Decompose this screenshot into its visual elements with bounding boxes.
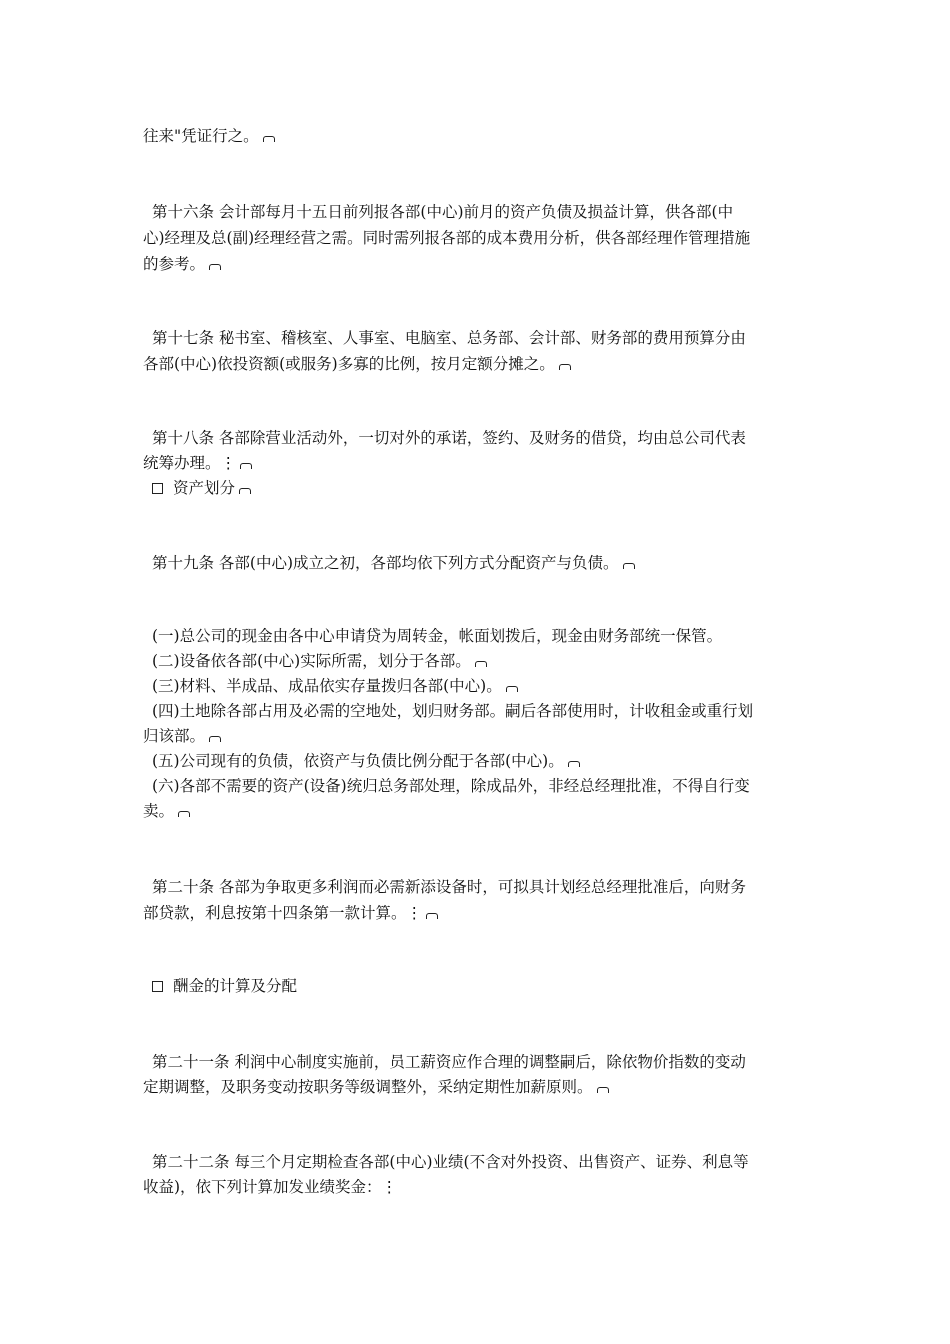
paragraph-mark-icon <box>240 463 252 469</box>
text-line: 统筹办理。⋮ <box>143 453 823 473</box>
list-item: (四)土地除各部占用及必需的空地处，划归财务部。嗣后各部使用时，计收租金或重行划 <box>152 702 754 720</box>
checkbox-square-icon <box>152 981 163 992</box>
article-20-line: 第二十条 各部为争取更多利润而必需新添设备时，可拟具计划经总经理批准后，向财务 <box>152 878 746 896</box>
list-item: (三)材料、半成品、成品依实存量拨归各部(中心)。 <box>152 676 832 696</box>
text-line: 定期调整，及职务变动按职务等级调整外，采纳定期性加薪原则。 <box>143 1077 823 1097</box>
paragraph-mark-icon <box>178 811 190 817</box>
paragraph-mark-icon <box>209 736 221 742</box>
paragraph-mark-icon <box>506 686 518 692</box>
paragraph-mark-icon <box>559 364 571 370</box>
paragraph-mark-icon <box>597 1087 609 1093</box>
text-line: 收益)，依下列计算加发业绩奖金：⋮ <box>143 1178 398 1196</box>
paragraph-mark-icon <box>426 913 438 919</box>
article-16-line: 第十六条 会计部每月十五日前列报各部(中心)前月的资产负债及损益计算，供各部(中 <box>152 203 734 221</box>
list-item: (六)各部不需要的资产(设备)统归总务部处理，除成品外，非经总经理批准，不得自行变 <box>152 777 750 795</box>
paragraph-mark-icon <box>475 661 487 667</box>
section-heading-remuneration: 酬金的计算及分配 <box>152 976 832 996</box>
text-line: 的参考。 <box>143 254 823 274</box>
checkbox-square-icon <box>152 483 163 494</box>
paragraph-mark-icon <box>239 488 251 494</box>
article-17-line: 第十七条 秘书室、稽核室、人事室、电脑室、总务部、会计部、财务部的费用预算分由 <box>152 329 746 347</box>
list-item: (二)设备依各部(中心)实际所需，划分于各部。 <box>152 651 832 671</box>
text-line: 往来"凭证行之。 <box>143 126 823 146</box>
paragraph-mark-icon <box>623 563 635 569</box>
text-line: 心)经理及总(副)经理经营之需。同时需列报各部的成本费用分析，供各部经理作管理措施 <box>143 229 751 247</box>
paragraph-mark-icon <box>568 761 580 767</box>
article-22-line: 第二十二条 每三个月定期检查各部(中心)业绩(不含对外投资、出售资产、证券、利息等 <box>152 1153 749 1171</box>
list-item: (一)总公司的现金由各中心申请贷为周转金，帐面划拨后，现金由财务部统一保管。 <box>152 627 723 645</box>
text-line: 归该部。 <box>143 726 823 746</box>
text-line: 各部(中心)依投资额(或服务)多寡的比例，按月定额分摊之。 <box>143 354 823 374</box>
paragraph-mark-icon <box>209 264 221 270</box>
article-18-line: 第十八条 各部除营业活动外，一切对外的承诺，签约、及财务的借贷，均由总公司代表 <box>152 429 746 447</box>
text-line: 卖。 <box>143 801 823 821</box>
section-heading-asset-division: 资产划分 <box>152 478 832 498</box>
article-19-line: 第十九条 各部(中心)成立之初，各部均依下列方式分配资产与负债。 <box>152 553 832 573</box>
list-item: (五)公司现有的负债，依资产与负债比例分配于各部(中心)。 <box>152 751 832 771</box>
paragraph-mark-icon <box>263 136 275 142</box>
article-21-line: 第二十一条 利润中心制度实施前，员工薪资应作合理的调整嗣后，除依物价指数的变动 <box>152 1053 746 1071</box>
text-line: 部贷款，利息按第十四条第一款计算。⋮ <box>143 903 823 923</box>
